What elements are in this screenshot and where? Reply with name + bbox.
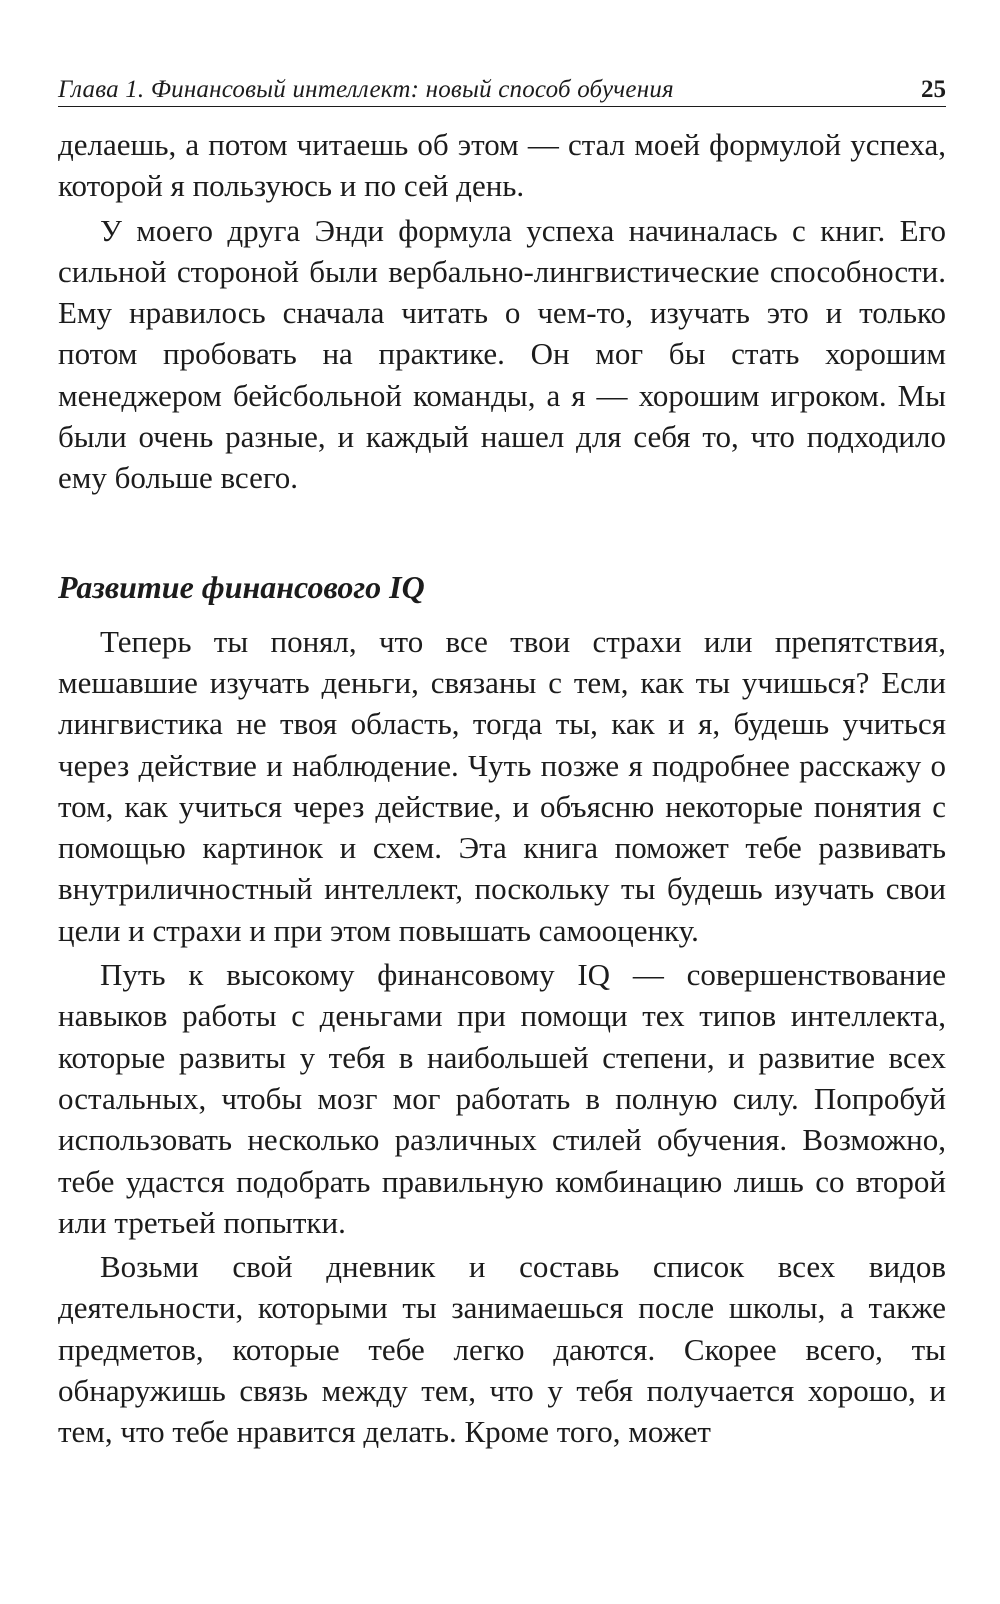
book-page <box>58 70 946 1453</box>
paragraph-path: Путь к высокому финансовому IQ — совершенствование навыков работы с деньгами при помощи тех типов интеллекта, которые развиты у тебя в наибольшей степени, и развитие всех остальных, чтобы мозг мог работать в полную силу. Попробуй использовать несколько различных стилей обучения. Возможно, тебе удастся подобрать правильную комбинацию лишь со второй или третьей попытки. <box>58 957 946 1240</box>
paragraph-diary: Возьми свой дневник и составь список всех видов деятельности, которыми ты занимаешься после школы, а также предметов, которые тебе легко даются. Скорее всего, ты обнаружишь связь между тем, что у тебя получается хорошо, и тем, что тебе нравится делать. Кроме того, может <box>58 1249 946 1450</box>
page-number: 25 <box>921 76 946 103</box>
running-title: Глава 1. Финансовый интеллект: новый способ обучения <box>58 76 674 103</box>
running-header <box>58 70 946 107</box>
paragraph-continued: делаешь, а потом читаешь об этом — стал моей формулой успеха, которой я пользуюсь и по сей день. <box>58 127 946 204</box>
paragraph-andy: У моего друга Энди формула успеха начиналась с книг. Его сильной стороной были вербально-лингвистические способности. Ему нравилось сначала читать о чем-то, изучать это и только потом пробовать на практике. Он мог бы стать хорошим менеджером бейсбольной команды, а я — хорошим игроком. Мы были очень разные, и каждый нашел для себя то, что подходило ему больше всего. <box>58 212 946 496</box>
section-heading: Развитие финансового IQ <box>58 568 425 605</box>
paragraph-fears: Теперь ты понял, что все твои страхи или препятствия, мешавшие изучать деньги, связаны с тем, как ты учишься? Если лингвистика не твоя область, тогда ты, как и я, будешь учиться через действие и наблюдение. Чуть позже я подробнее расскажу о том, как учиться через действие, и объясню некоторые понятия с помощью картинок и схем. Эта книга поможет тебе развивать внутриличностный интеллект, поскольку ты будешь изучать свои цели и страхи и при этом повышать самооценку. <box>58 623 946 948</box>
